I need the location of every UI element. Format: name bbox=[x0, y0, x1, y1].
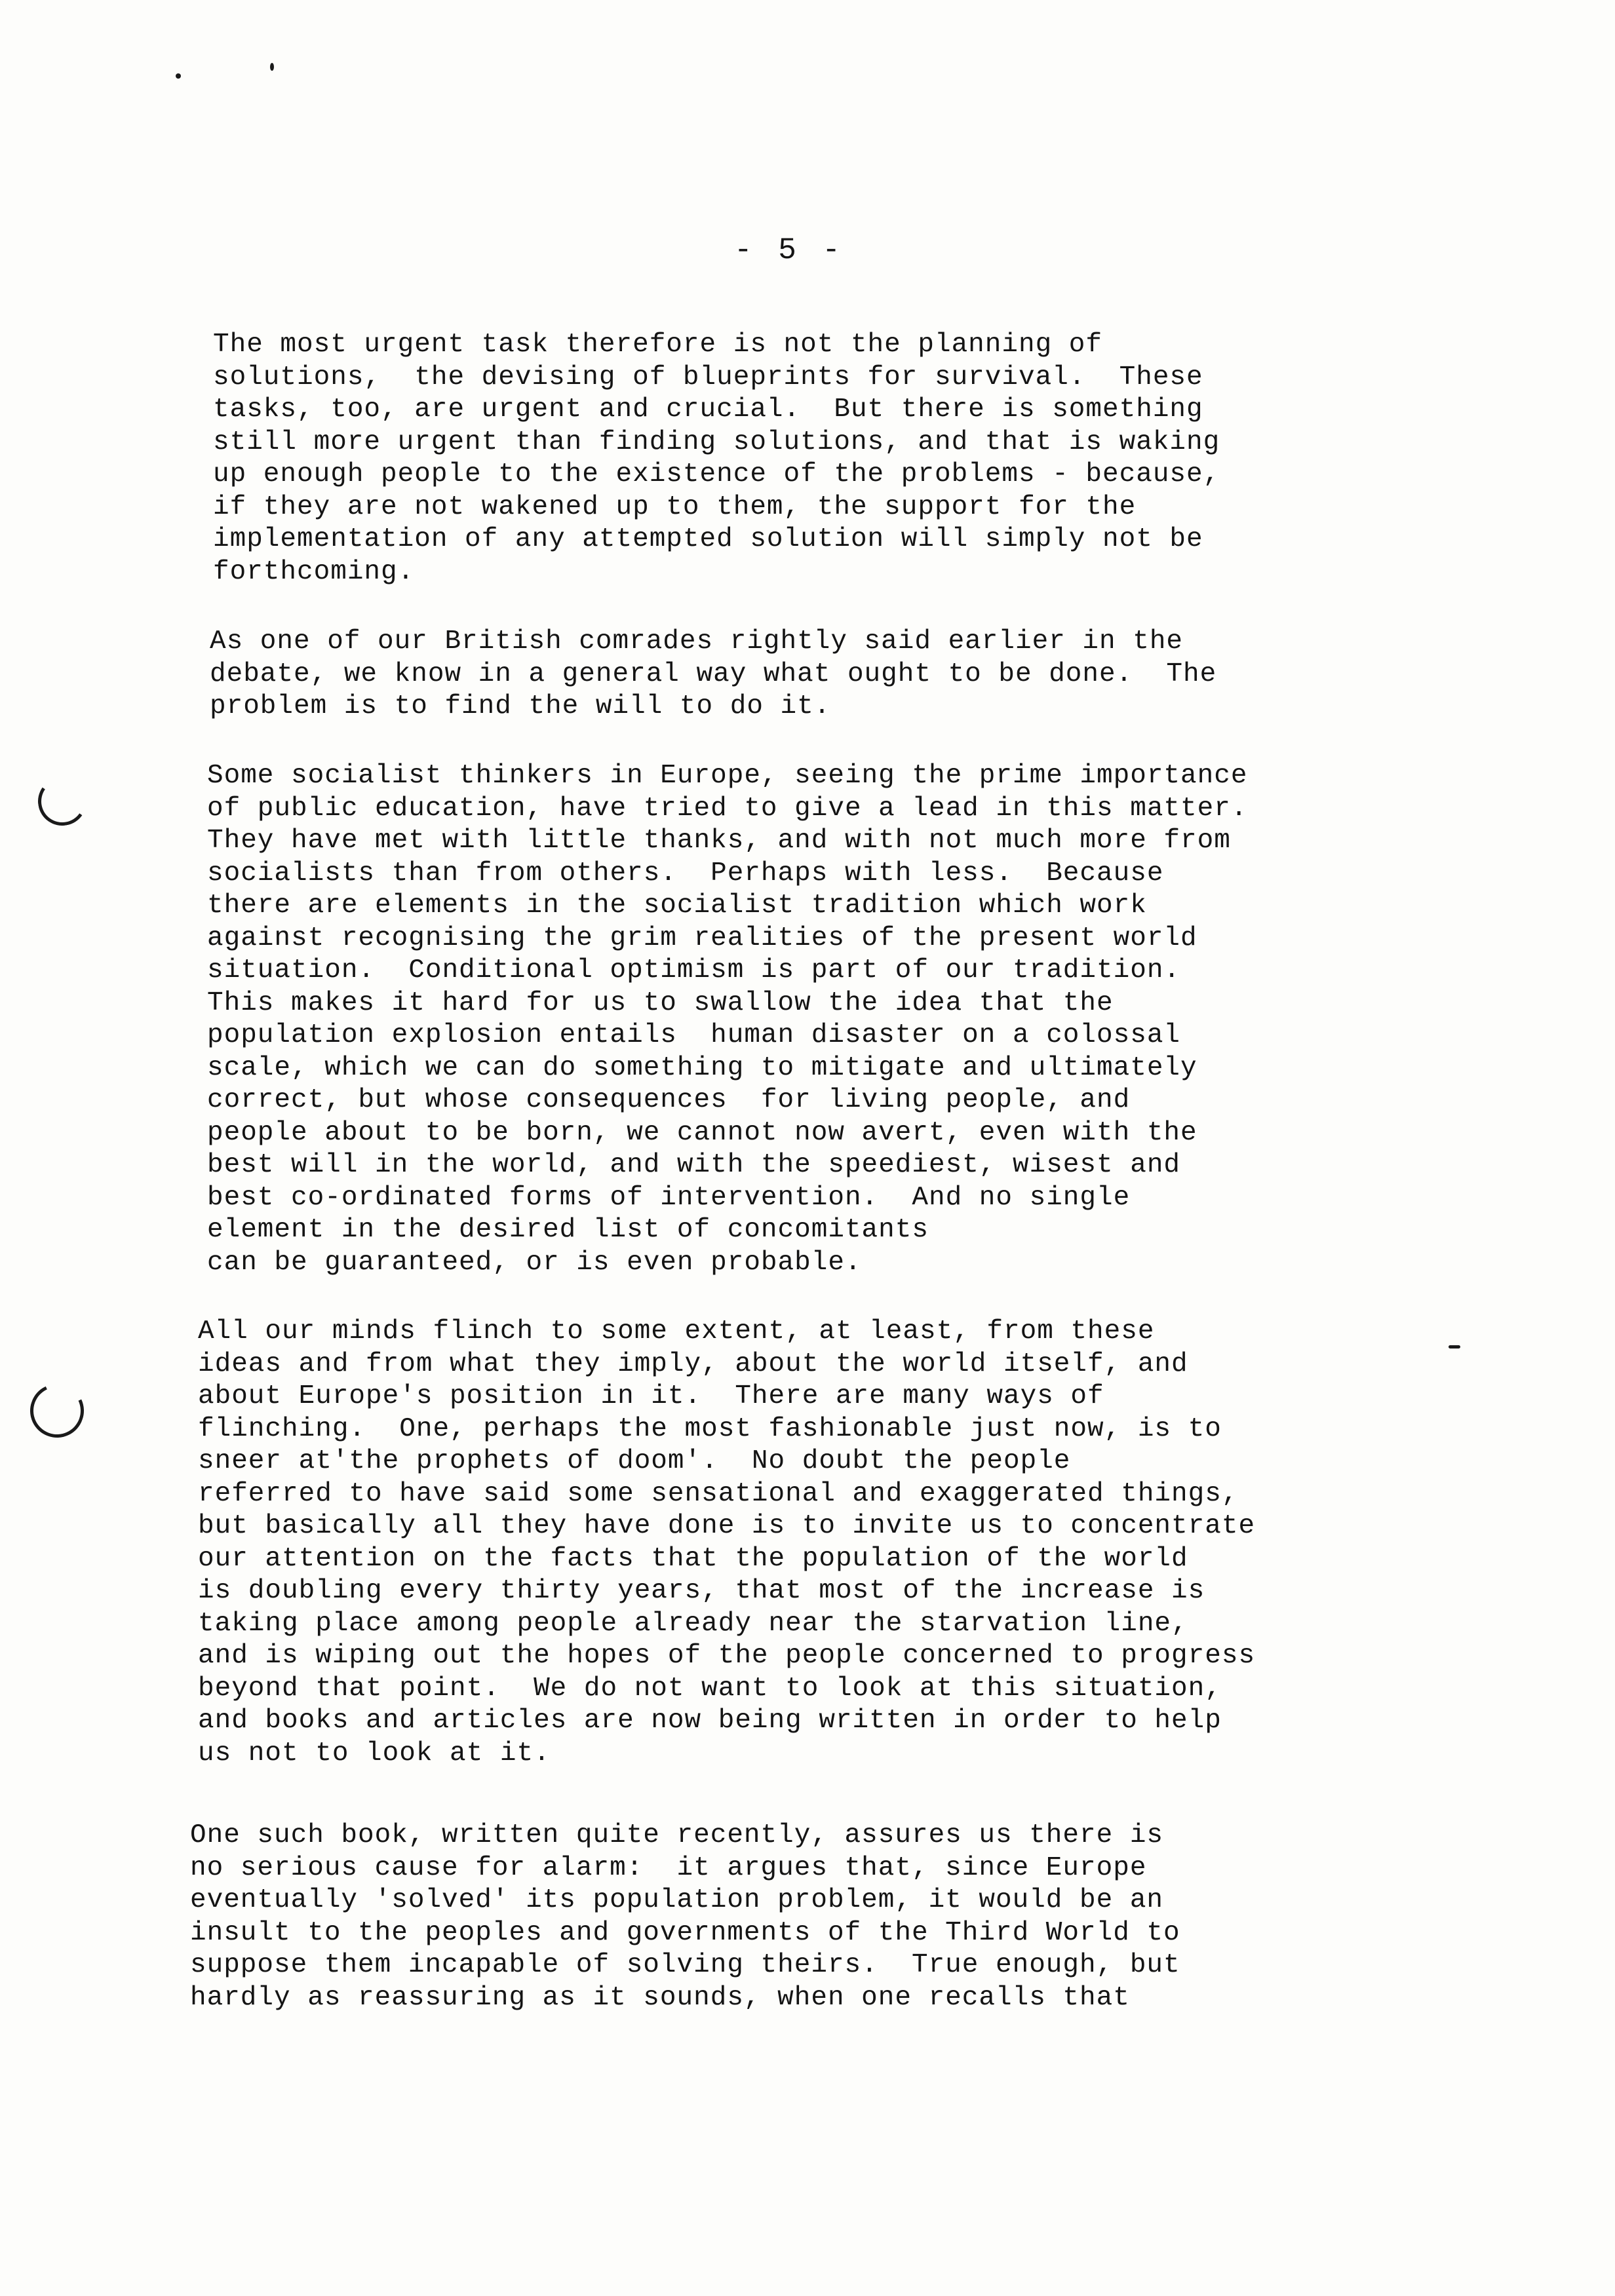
text-line: element in the desired list of concomitants bbox=[207, 1215, 929, 1245]
text-line: scale, which we can do something to mitigate and ultimately bbox=[207, 1052, 1197, 1083]
paragraph-minds-flinch bbox=[198, 1316, 1255, 1770]
text-line: implementation of any attempted solution will simply not be bbox=[213, 524, 1203, 554]
text-line: hardly as reassuring as it sounds, when one recalls that bbox=[190, 1982, 1130, 2013]
text-line: All our minds flinch to some extent, at least, from these bbox=[198, 1316, 1155, 1347]
ink-speck bbox=[1449, 1345, 1460, 1349]
text-line: beyond that point. We do not want to look at this situation, bbox=[198, 1673, 1222, 1704]
text-line: insult to the peoples and governments of the Third World to bbox=[190, 1917, 1180, 1948]
text-line: One such book, written quite recently, assures us there is bbox=[190, 1820, 1164, 1850]
ink-speck bbox=[176, 73, 181, 79]
text-line: solutions, the devising of blueprints for survival. These bbox=[213, 362, 1203, 392]
text-line: They have met with little thanks, and with not much more from bbox=[207, 826, 1231, 856]
text-line: against recognising the grim realities of the present world bbox=[207, 923, 1197, 953]
text-line: is doubling every thirty years, that most of the increase is bbox=[198, 1576, 1205, 1606]
text-line: sneer at'the prophets of doom'. No doubt the people bbox=[198, 1446, 1071, 1476]
text-line: debate, we know in a general way what ought to be done. The bbox=[210, 659, 1217, 689]
text-line: but basically all they have done is to invite us to concentrate bbox=[198, 1511, 1256, 1541]
text-line: up enough people to the existence of the problems - because, bbox=[213, 459, 1220, 489]
text-line: of public education, have tried to give a lead in this matter. bbox=[207, 793, 1248, 824]
text-line: our attention on the facts that the population of the world bbox=[198, 1543, 1188, 1574]
text-line: Some socialist thinkers in Europe, seeing the prime importance bbox=[207, 761, 1248, 791]
text-line: can be guaranteed, or is even probable. bbox=[207, 1247, 862, 1278]
text-line: problem is to find the will to do it. bbox=[210, 691, 831, 721]
text-line: socialists than from others. Perhaps with less. Because bbox=[207, 858, 1164, 889]
text-line: tasks, too, are urgent and crucial. But there is something bbox=[213, 394, 1203, 425]
text-line: suppose them incapable of solving theirs. True enough, but bbox=[190, 1950, 1180, 1980]
ink-speck bbox=[270, 63, 274, 71]
text-line: and books and articles are now being written in order to help bbox=[198, 1706, 1222, 1736]
text-line: population explosion entails human disaster on a colossal bbox=[207, 1020, 1181, 1050]
text-line: situation. Conditional optimism is part of our tradition. bbox=[207, 955, 1181, 985]
text-line: no serious cause for alarm: it argues that, since Europe bbox=[190, 1852, 1147, 1883]
text-line: there are elements in the socialist tradition which work bbox=[207, 890, 1147, 921]
text-line: As one of our British comrades rightly said earlier in the bbox=[210, 626, 1184, 657]
text-line: us not to look at it. bbox=[198, 1738, 551, 1769]
text-line: best will in the world, and with the speediest, wisest and bbox=[207, 1150, 1181, 1180]
text-line: The most urgent task therefore is not the planning of bbox=[213, 330, 1103, 360]
text-line: and is wiping out the hopes of the people concerned to progress bbox=[198, 1641, 1256, 1671]
text-line: about Europe's position in it. There are many ways of bbox=[198, 1381, 1104, 1411]
text-line: forthcoming. bbox=[213, 556, 415, 587]
text-line: referred to have said some sensational and exaggerated things, bbox=[198, 1478, 1239, 1509]
text-line: if they are not wakened up to them, the support for the bbox=[213, 491, 1137, 522]
text-line: taking place among people already near the starvation line, bbox=[198, 1608, 1188, 1639]
text-line: still more urgent than finding solutions, and that is waking bbox=[213, 427, 1220, 457]
text-line: best co-ordinated forms of intervention. And no single bbox=[207, 1182, 1131, 1213]
margin-bracket-mark bbox=[34, 773, 90, 830]
paragraph-urgent-task bbox=[213, 329, 1220, 588]
text-line: flinching. One, perhaps the most fashionable just now, is to bbox=[198, 1413, 1222, 1444]
text-line: people about to be born, we cannot now avert, even with the bbox=[207, 1117, 1197, 1148]
paragraph-british-comrades bbox=[210, 626, 1216, 723]
text-line: ideas and from what they imply, about the world itself, and bbox=[198, 1349, 1188, 1379]
text-line: eventually 'solved' its population problem, it would be an bbox=[190, 1885, 1164, 1915]
paragraph-recent-book bbox=[190, 1820, 1180, 2014]
text-line: This makes it hard for us to swallow the idea that the bbox=[207, 987, 1114, 1018]
text-line: correct, but whose consequences for living people, and bbox=[207, 1085, 1131, 1115]
page-number: - 5 - bbox=[734, 233, 845, 267]
paragraph-socialist-thinkers bbox=[207, 760, 1247, 1279]
margin-bracket-mark bbox=[22, 1376, 91, 1445]
